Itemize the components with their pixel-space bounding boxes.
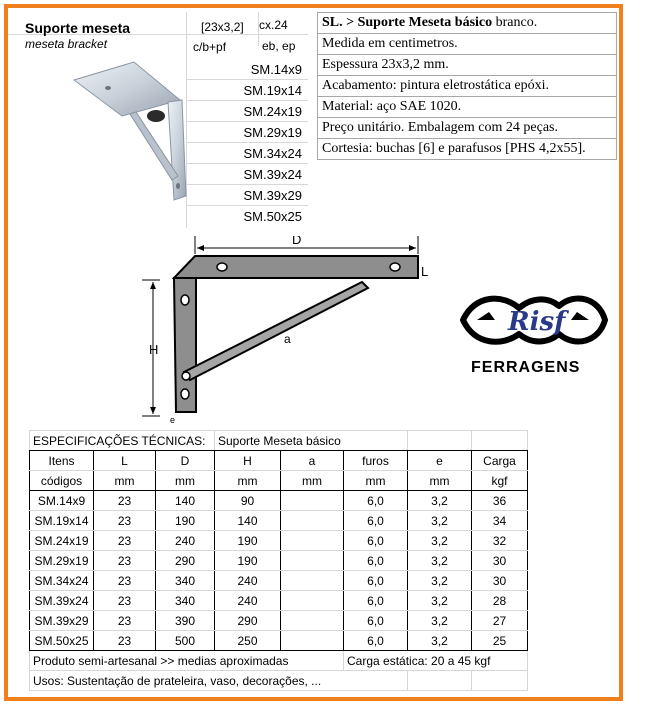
spec-cell — [281, 591, 344, 611]
empty-cell — [472, 671, 528, 691]
product-code: SM.34x24 — [243, 146, 302, 161]
table-row — [30, 551, 528, 571]
spec-cell: SM.50x25 — [30, 631, 94, 651]
table-row — [30, 531, 528, 551]
unit-cell: mm — [408, 471, 472, 491]
product-code: SM.39x24 — [243, 167, 302, 182]
unit-cell: mm — [94, 471, 156, 491]
header-cell: H — [215, 451, 281, 471]
unit-cell: códigos — [30, 471, 94, 491]
spec-cell: 6,0 — [344, 531, 408, 551]
spec-cell: 23 — [94, 551, 156, 571]
header-cell: a — [281, 451, 344, 471]
spec-cell: 6,0 — [344, 551, 408, 571]
divider — [186, 79, 308, 80]
description-title — [318, 13, 617, 34]
product-box — [8, 12, 308, 228]
spec-cell: 6,0 — [344, 491, 408, 511]
description-line: Medida em centimetros. — [318, 34, 617, 55]
divider — [186, 100, 308, 101]
spec-cell: 340 — [156, 591, 215, 611]
label-a: a — [284, 332, 291, 346]
product-subtitle: meseta bracket — [25, 37, 108, 51]
spec-cell: 6,0 — [344, 631, 408, 651]
product-code: SM.29x19 — [243, 125, 302, 140]
spec-cell: 190 — [215, 551, 281, 571]
spec-cell: 36 — [472, 491, 528, 511]
unit-cell: mm — [156, 471, 215, 491]
spec-cell — [281, 611, 344, 631]
spec-cell: 140 — [215, 511, 281, 531]
spec-cell: 25 — [472, 631, 528, 651]
spec-cell — [281, 531, 344, 551]
label-l: L — [421, 264, 429, 279]
spec-cell: 3,2 — [408, 591, 472, 611]
spec-cell — [281, 631, 344, 651]
spec-heading: ESPECIFICAÇÕES TÉCNICAS: — [30, 431, 215, 451]
header-cell: furos — [344, 451, 408, 471]
note-left: Produto semi-artesanal >> medias aproximadas — [30, 651, 344, 671]
spec-cell: 190 — [215, 531, 281, 551]
product-code: SM.24x19 — [243, 104, 302, 119]
note-right: Carga estática: 20 a 45 kgf — [344, 651, 528, 671]
spec-cell: 28 — [472, 591, 528, 611]
spec-cell: 27 — [472, 611, 528, 631]
spec-cell: SM.19x14 — [30, 511, 94, 531]
cb-pf-label: c/b+pf — [193, 40, 227, 54]
description-table — [317, 12, 617, 160]
spec-cell: 6,0 — [344, 591, 408, 611]
spec-cell: 240 — [215, 571, 281, 591]
spec-cell: 90 — [215, 491, 281, 511]
product-code: SM.39x29 — [243, 188, 302, 203]
unit-cell: mm — [281, 471, 344, 491]
spec-cell: 3,2 — [408, 511, 472, 531]
description-line: Material: aço SAE 1020. — [318, 97, 617, 118]
spec-cell: SM.29x19 — [30, 551, 94, 571]
spec-cell: 23 — [94, 571, 156, 591]
unit-cell: kgf — [472, 471, 528, 491]
spec-cell: 390 — [156, 611, 215, 631]
divider — [186, 205, 308, 206]
spec-cell: SM.24x19 — [30, 531, 94, 551]
header-cell: e — [408, 451, 472, 471]
table-row — [30, 491, 528, 511]
spec-cell: SM.39x24 — [30, 591, 94, 611]
spec-heading-value: Suporte Meseta básico — [215, 431, 408, 451]
spec-cell: 23 — [94, 511, 156, 531]
spec-table — [29, 430, 528, 691]
header-cell: D — [156, 451, 215, 471]
spec-cell: 190 — [156, 511, 215, 531]
spec-cell: 3,2 — [408, 611, 472, 631]
bracket-photo — [70, 58, 200, 208]
divider — [186, 142, 308, 143]
spec-cell: 500 — [156, 631, 215, 651]
spec-cell: SM.14x9 — [30, 491, 94, 511]
unit-cell: mm — [344, 471, 408, 491]
description-line: Preço unitário. Embalagem com 24 peças. — [318, 118, 617, 139]
header-cell: Carga — [472, 451, 528, 471]
header-cell: Itens — [30, 451, 94, 471]
spec-cell: 23 — [94, 631, 156, 651]
spec-cell: 6,0 — [344, 511, 408, 531]
empty-cell — [472, 431, 528, 451]
spec-cell — [281, 571, 344, 591]
dimension-label: [23x3,2] — [201, 20, 244, 34]
spec-cell: 6,0 — [344, 571, 408, 591]
bracket-drawing — [140, 236, 440, 426]
spec-cell: 3,2 — [408, 491, 472, 511]
table-row — [30, 591, 528, 611]
spec-cell: 140 — [156, 491, 215, 511]
spec-cell: 23 — [94, 491, 156, 511]
logo-wordmark: FERRAGENS — [471, 359, 581, 376]
empty-cell — [408, 431, 472, 451]
product-title: Suporte meseta — [25, 20, 131, 36]
product-code: SM.19x14 — [243, 83, 302, 98]
spec-cell: 30 — [472, 571, 528, 591]
spec-cell: 340 — [156, 571, 215, 591]
table-row — [30, 511, 528, 531]
table-row — [30, 611, 528, 631]
divider — [186, 163, 308, 164]
spec-cell: 32 — [472, 531, 528, 551]
spec-cell: 23 — [94, 611, 156, 631]
header-cell: L — [94, 451, 156, 471]
uses-note: Usos: Sustentação de prateleira, vaso, decorações, ... — [30, 671, 408, 691]
spec-cell: 3,2 — [408, 631, 472, 651]
spec-cell — [281, 551, 344, 571]
label-h: H — [149, 342, 159, 357]
spec-cell: 290 — [156, 551, 215, 571]
description-title-rest: branco. — [492, 15, 538, 30]
spec-cell: 30 — [472, 551, 528, 571]
table-row — [30, 571, 528, 591]
description-line: Cortesia: buchas [6] e parafusos [PHS 4,2x55]. — [318, 139, 617, 160]
spec-cell: 240 — [156, 531, 215, 551]
spec-cell: 23 — [94, 591, 156, 611]
spec-cell: 3,2 — [408, 531, 472, 551]
description-line: Acabamento: pintura eletrostática epóxi. — [318, 76, 617, 97]
description-line: Espessura 23x3,2 mm. — [318, 55, 617, 76]
spec-cell: 3,2 — [408, 571, 472, 591]
table-row — [30, 631, 528, 651]
logo-script: Risf — [508, 307, 566, 337]
spec-cell: 6,0 — [344, 611, 408, 631]
spec-cell — [281, 491, 344, 511]
eb-ep-label: eb, ep — [262, 39, 296, 53]
spec-cell: 34 — [472, 511, 528, 531]
label-d: D — [292, 236, 302, 247]
product-code: SM.14x9 — [250, 62, 302, 77]
spec-cell: 3,2 — [408, 551, 472, 571]
spec-cell: SM.34x24 — [30, 571, 94, 591]
divider — [186, 121, 308, 122]
spec-cell: 240 — [215, 591, 281, 611]
unit-cell: mm — [215, 471, 281, 491]
description-title-bold: SL. > Suporte Meseta básico — [322, 15, 493, 30]
spec-cell — [281, 511, 344, 531]
spec-cell: 250 — [215, 631, 281, 651]
spec-cell: 290 — [215, 611, 281, 631]
product-code: SM.50x25 — [243, 209, 302, 224]
box-quantity: cx.24 — [259, 18, 288, 32]
spec-cell: 23 — [94, 531, 156, 551]
divider — [186, 184, 308, 185]
label-e: e — [170, 415, 176, 425]
spec-cell: SM.39x29 — [30, 611, 94, 631]
empty-cell — [408, 671, 472, 691]
